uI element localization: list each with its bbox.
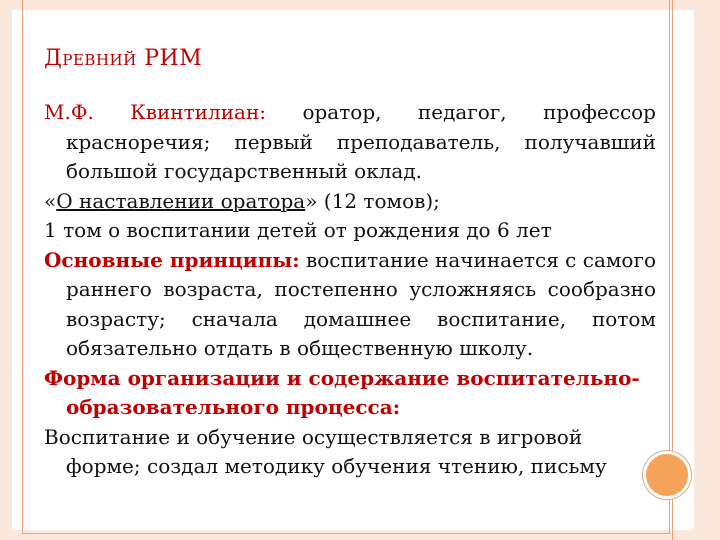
- title-smallcaps: РЕВНИЙ: [62, 51, 137, 69]
- work-title: О наставлении оратора: [56, 188, 306, 213]
- slide-title: [44, 46, 202, 71]
- title-initial: Д: [44, 46, 63, 71]
- paragraph-form-text: Воспитание и обучение осуществляется в игровой форме; создал методику обучения чтению, письму: [44, 424, 607, 478]
- principles-label: Основные принципы:: [44, 247, 300, 272]
- slide-content: [44, 98, 656, 482]
- paragraph-quintilian: [44, 98, 656, 187]
- paragraph-volume: 1 том о воспитании детей от рождения до 6 лет: [44, 218, 552, 242]
- paragraph-form-heading: Форма организации и содержание воспитательно-образовательного процесса:: [44, 365, 640, 419]
- paragraph-principles: [44, 246, 656, 364]
- principles-text: воспитание начинается с самого раннего возраста, постепенно усложняясь сообразно возрасту; сначала домашнее воспитание, потом обязательно отдать в общественную школу.: [66, 247, 656, 360]
- quote-close-volumes: » (12 томов);: [305, 188, 440, 213]
- person-name: М.Ф. Квинтилиан:: [44, 100, 267, 124]
- decorative-circle: [643, 451, 691, 499]
- quote-open: «: [44, 188, 57, 213]
- person-description: оратор, педагог, профессор красноречия; первый преподаватель, получавший большой государственный оклад.: [66, 100, 656, 183]
- paragraph-work: [44, 187, 656, 217]
- title-rest: РИМ: [144, 46, 203, 71]
